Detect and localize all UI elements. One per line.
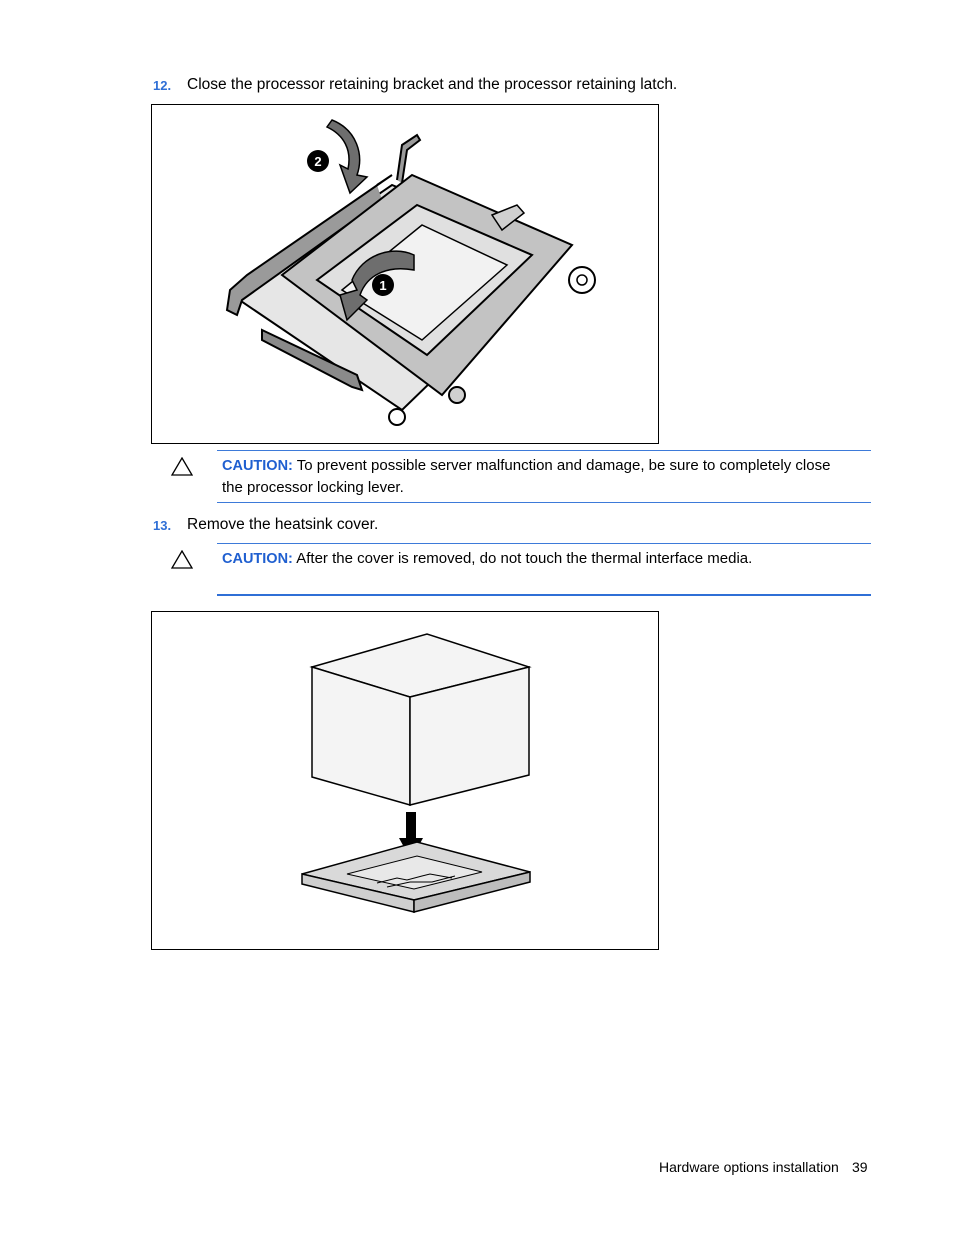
- caution-1-top-rule: [217, 450, 871, 451]
- callout-2-icon: [307, 150, 329, 172]
- step-12-text: Close the processor retaining bracket and the processor retaining latch.: [187, 76, 678, 93]
- caution-1: [222, 455, 862, 498]
- caution-triangle-icon: [171, 457, 193, 476]
- footer-page-number: 39: [852, 1159, 868, 1175]
- caution-2: [222, 548, 862, 570]
- step-13-number: 13.: [153, 518, 172, 533]
- figure-heatsink-cover: [151, 611, 659, 950]
- caution-2-top-rule: [217, 543, 871, 544]
- figure-processor-bracket: [151, 104, 659, 444]
- step-13-text: Remove the heatsink cover.: [187, 516, 379, 533]
- step-12-number: 12.: [153, 78, 172, 93]
- processor-bracket-illustration: [152, 105, 658, 443]
- caution-2-text: After the cover is removed, do not touch the thermal interface media.: [296, 550, 753, 567]
- footer-section-title: Hardware options installation: [659, 1159, 839, 1175]
- callout-2-label: 2: [314, 154, 322, 169]
- callout-1-label: 1: [379, 278, 387, 293]
- callout-1-icon: [372, 274, 394, 296]
- caution-2-bottom-rule: [217, 594, 871, 596]
- caution-1-bottom-rule: [217, 502, 871, 503]
- caution-triangle-icon: [171, 550, 193, 569]
- caution-1-text: To prevent possible server malfunction and damage, be sure to completely close: [296, 457, 831, 474]
- caution-2-label: CAUTION:: [222, 551, 293, 567]
- heatsink-cover-illustration: [152, 612, 658, 949]
- caution-1-label: CAUTION:: [222, 458, 293, 474]
- caution-1-text-line2: the processor locking lever.: [222, 479, 404, 496]
